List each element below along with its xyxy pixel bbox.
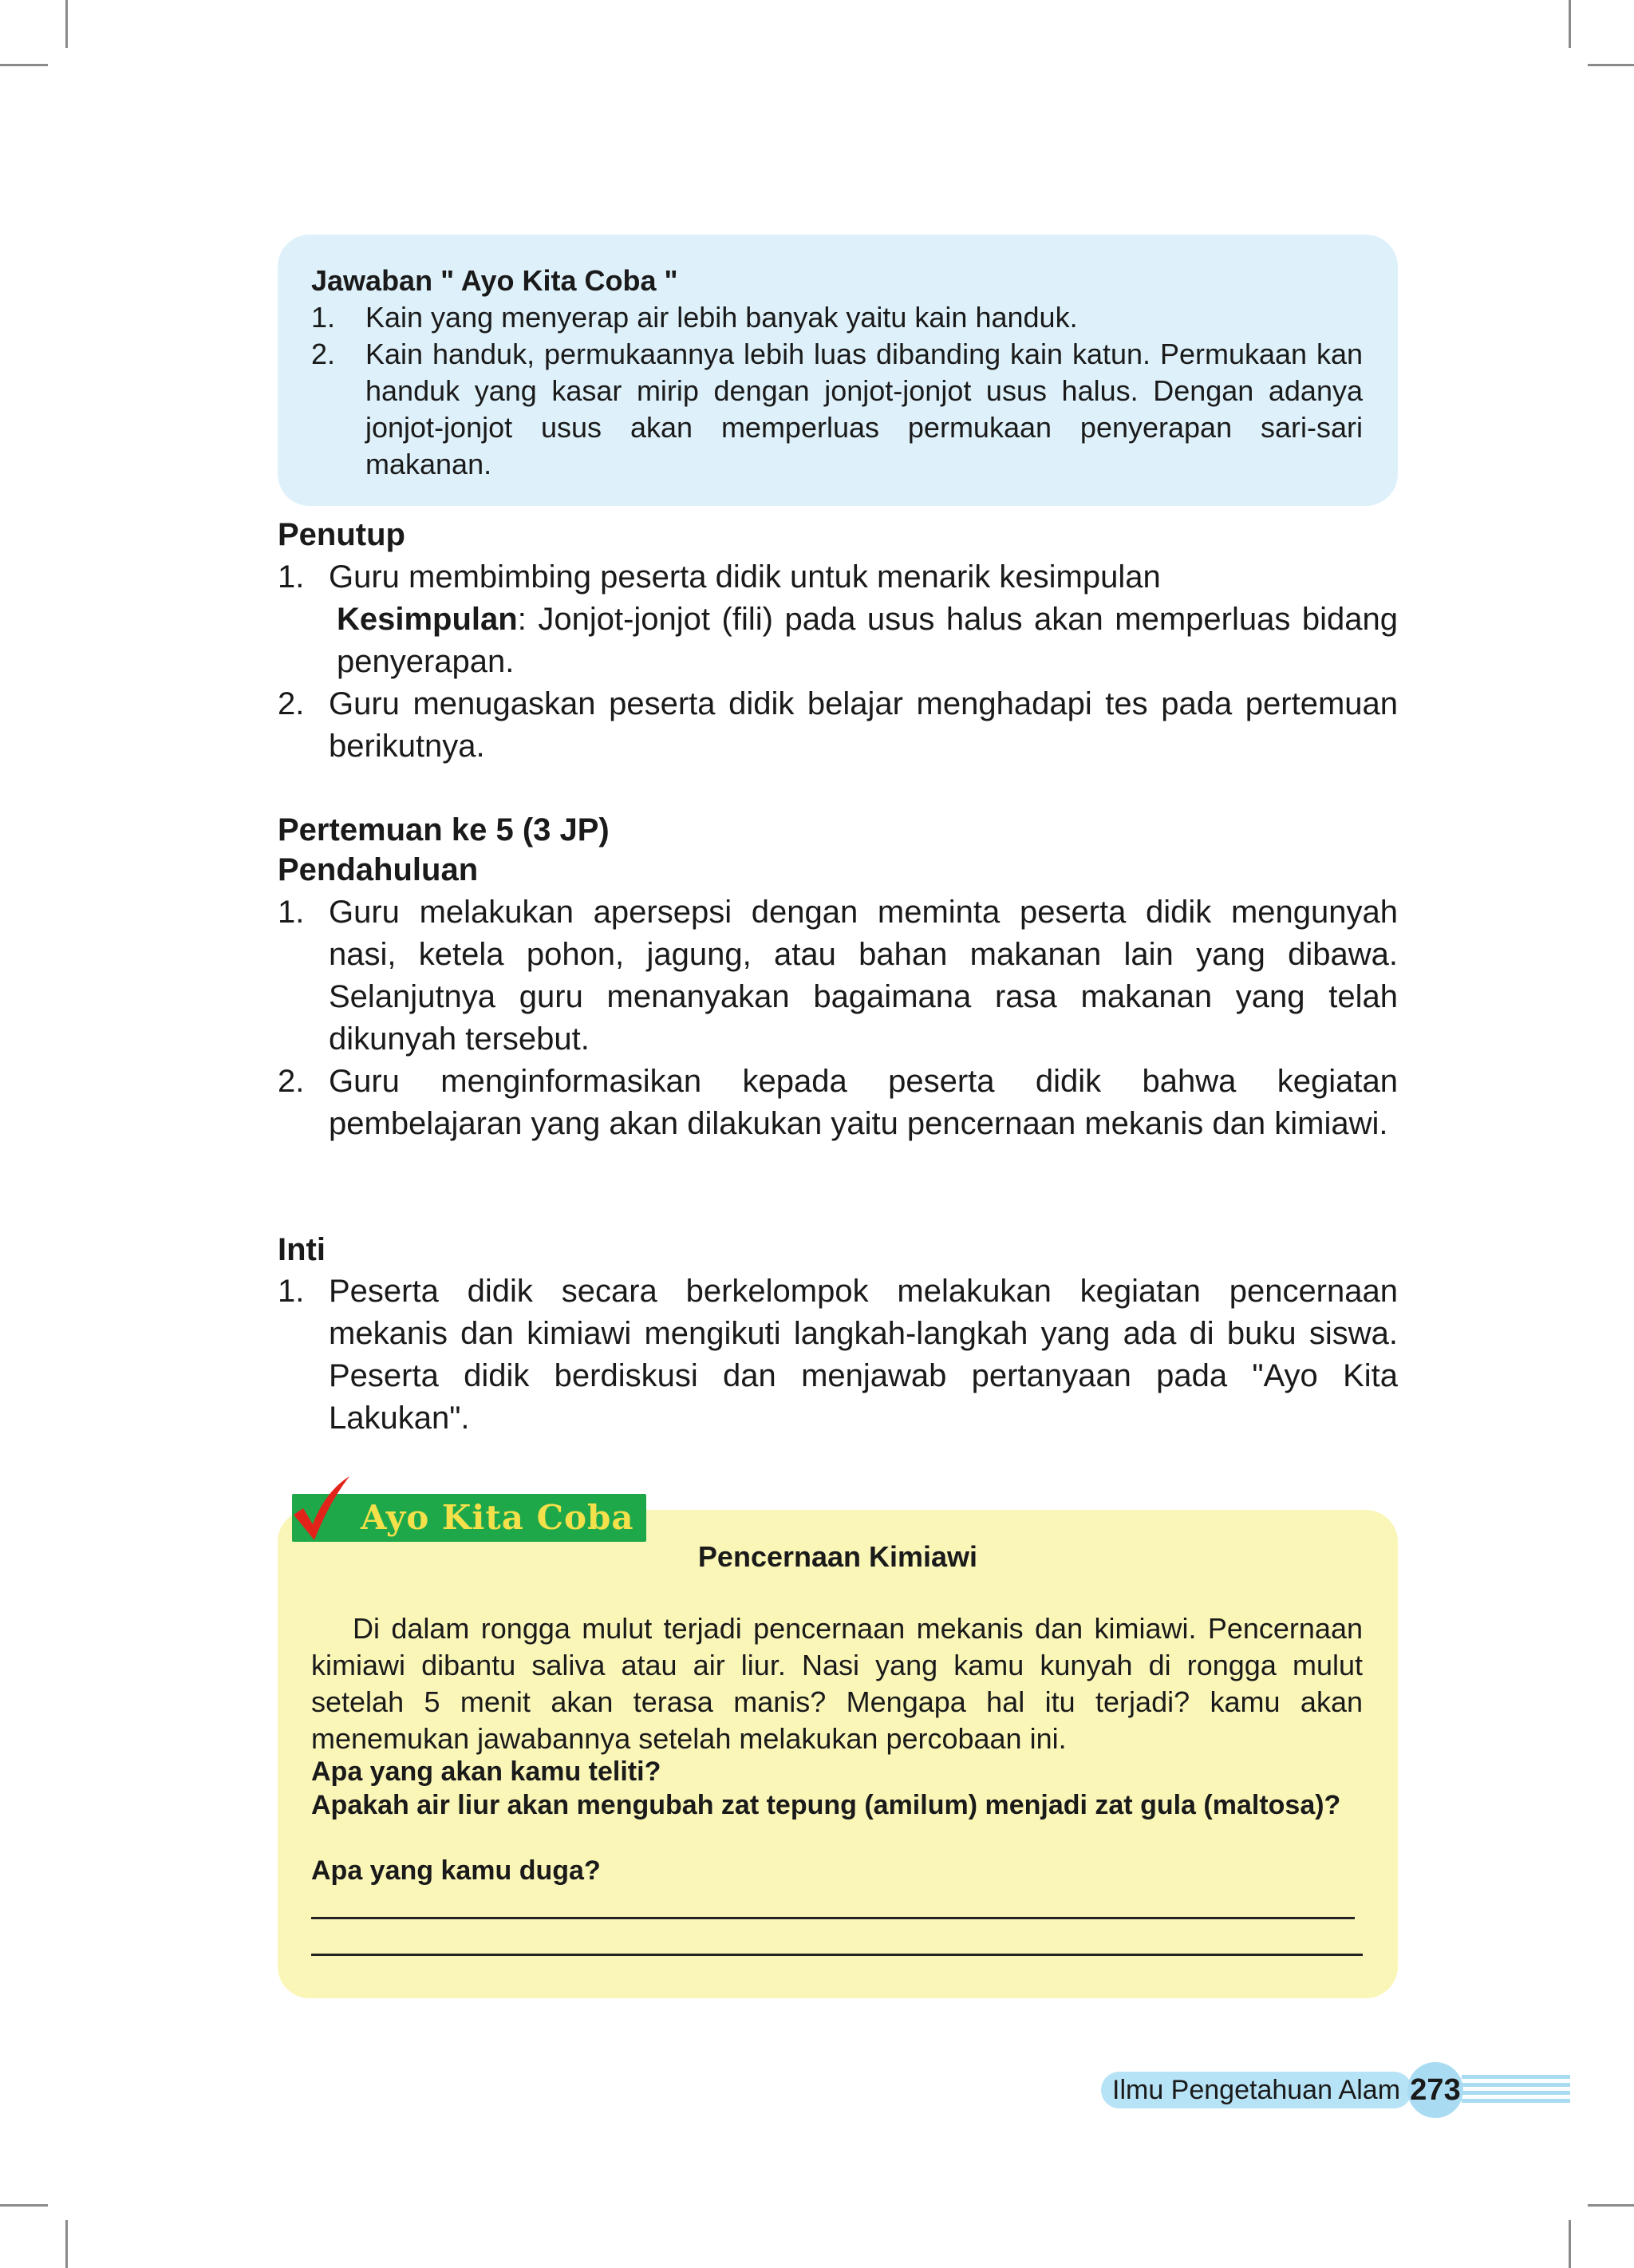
list-text: Guru menginformasikan kepada peserta didik bahwa kegiatan pembelajaran yang akan dilakukan yaitu pencernaan mekanis dan kimiawi. <box>329 1064 1398 1141</box>
list-text: Kain yang menyerap air lebih banyak yaitu kain handuk. <box>365 301 1078 334</box>
footer-subject: Ilmu Pengetahuan Alam <box>1112 2075 1401 2105</box>
section-heading-pendahuluan: Pendahuluan <box>278 852 479 887</box>
list-item <box>311 299 1363 336</box>
crop-mark <box>65 2220 68 2268</box>
list-text: Peserta didik secara berkelompok melakukan kegiatan pencernaan mekanis dan kimiawi mengikuti langkah-langkah yang ada di buku siswa. Peserta didik berdiskusi dan menjawab pertanyaan pada "Ayo Kita Lakukan". <box>329 1274 1398 1436</box>
list-text: Guru menugaskan peserta didik belajar menghadapi tes pada pertemuan berikutnya. <box>329 686 1398 764</box>
activity-badge-label: Ayo Kita Coba <box>361 1498 634 1537</box>
section-heading-penutup: Penutup <box>278 517 405 552</box>
activity-question-3: Apa yang kamu duga? <box>311 1855 601 1886</box>
list-item <box>278 556 1398 683</box>
crop-mark <box>1588 2204 1634 2207</box>
answer-list <box>311 299 1363 483</box>
page-number: 273 <box>1410 2073 1461 2107</box>
section-heading-inti: Inti <box>278 1232 326 1267</box>
list-item <box>278 1270 1398 1440</box>
list-text: Guru melakukan apersepsi dengan meminta peserta didik mengunyah nasi, ketela pohon, jagung, atau bahan makanan lain yang dibawa. Selanjutnya guru menanyakan bagaimana rasa makanan yang telah dikunyah tersebut. <box>329 895 1398 1057</box>
list-text: Kain handuk, permukaannya lebih luas dibanding kain katun. Permukaan kan handuk yang kasar mirip dengan jonjot-jonjot usus halus. Dengan adanya jonjot-jonjot usus akan memperluas permukaan penyerapan sari-sari makanan. <box>365 338 1363 480</box>
list-number: 2. <box>311 338 336 370</box>
list-text: Guru membimbing peserta didik untuk menarik kesimpulan <box>329 559 1161 595</box>
crop-mark <box>1569 0 1571 48</box>
footer-decoration <box>1462 2075 1570 2107</box>
list-number: 1. <box>278 559 305 595</box>
answer-blank-line[interactable] <box>311 1954 1363 1956</box>
list-number: 1. <box>311 301 336 334</box>
list-number: 1. <box>278 1274 305 1309</box>
crop-mark <box>0 2204 48 2207</box>
conclusion-text: : Jonjot-jonjot (fili) pada usus halus akan memperluas bidang penyerapan. <box>337 602 1398 679</box>
activity-paragraph: Di dalam rongga mulut terjadi pencernaan mekanis dan kimiawi. Pencernaan kimiawi dibantu saliva atau air liur. Nasi yang kamu kunyah di rongga mulut setelah 5 menit akan terasa manis? Mengapa hal itu terjadi? kamu akan menemukan jawabannya setelah melakukan percobaan ini. <box>311 1612 1363 1755</box>
crop-mark <box>1569 2220 1571 2268</box>
list-number: 2. <box>278 1064 305 1099</box>
activity-question-1: Apa yang akan kamu teliti? <box>311 1756 661 1787</box>
checkmark-icon <box>289 1475 353 1542</box>
list-item <box>311 336 1363 483</box>
conclusion-label: Kesimpulan <box>337 602 518 637</box>
list-number: 1. <box>278 895 305 930</box>
crop-mark <box>1588 64 1634 66</box>
list-number: 2. <box>278 686 305 721</box>
crop-mark <box>0 64 48 66</box>
answer-box-title: Jawaban " Ayo Kita Coba " <box>311 264 678 297</box>
section-heading-pertemuan: Pertemuan ke 5 (3 JP) <box>278 812 610 848</box>
answer-blank-line[interactable] <box>311 1917 1355 1919</box>
crop-mark <box>65 0 68 48</box>
penutup-list <box>278 556 1398 768</box>
inti-list <box>278 1270 1398 1440</box>
list-item <box>278 1061 1398 1145</box>
conclusion <box>329 599 1398 683</box>
pendahuluan-list <box>278 891 1398 1145</box>
list-item <box>278 891 1398 1061</box>
activity-title: Pencernaan Kimiawi <box>697 1540 978 1573</box>
activity-question-2: Apakah air liur akan mengubah zat tepung (amilum) menjadi zat gula (maltosa)? <box>311 1790 1341 1820</box>
list-item <box>278 683 1398 768</box>
